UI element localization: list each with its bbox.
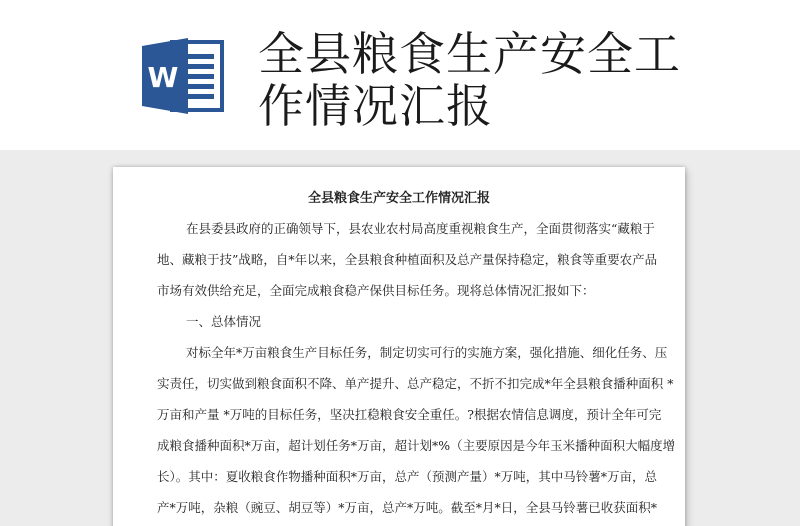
document-line: 对标全年*万亩粮食生产目标任务，制定切实可行的实施方案，强化措施、细化任务、压 <box>186 345 668 360</box>
document-line: 地、藏粮于技”战略，自*年以来，全县粮食种植面积及总产量保持稳定，粮食等重要农产品 <box>157 252 658 267</box>
document-line: 万亩和产量 *万吨的目标任务，坚决扛稳粮食安全重任。?根据农情信息调度，预计全年可完 <box>157 407 662 422</box>
document-line: 产*万吨，杂粮（豌豆、胡豆等）*万亩，总产*万吨。截至*月*日，全县马铃薯已收获面积* <box>157 500 658 515</box>
section-heading: 一、总体情况 <box>186 314 262 329</box>
header-banner <box>0 0 800 150</box>
title-line-1: 全县粮食生产安全工 <box>258 27 681 81</box>
word-icon <box>142 36 226 116</box>
document-page <box>113 167 685 526</box>
document-line: 成粮食播种面积*万亩，超计划任务*万亩，超计划*%（主要原因是今年玉米播种面积大幅度增 <box>157 438 676 453</box>
document-line: 市场有效供给充足，全面完成粮食稳产保供目标任务。现将总体情况汇报如下： <box>157 283 595 298</box>
svg-text:W: W <box>147 61 179 94</box>
document-line: 长）。其中：夏收粮食作物播种面积*万亩，总产（预测产量）*万吨，其中马铃薯*万亩，总 <box>157 469 658 484</box>
page-title <box>258 28 778 132</box>
document-line: 实责任，切实做到粮食面积不降、单产提升、总产稳定，不折不扣完成*年全县粮食播种面积 * <box>157 376 674 391</box>
document-line: 在县委县政府的正确领导下，县农业农村局高度重视粮食生产，全面贯彻落实“藏粮于 <box>186 221 655 236</box>
document-title: 全县粮食生产安全工作情况汇报 <box>307 191 490 206</box>
title-line-2: 作情况汇报 <box>258 79 493 133</box>
